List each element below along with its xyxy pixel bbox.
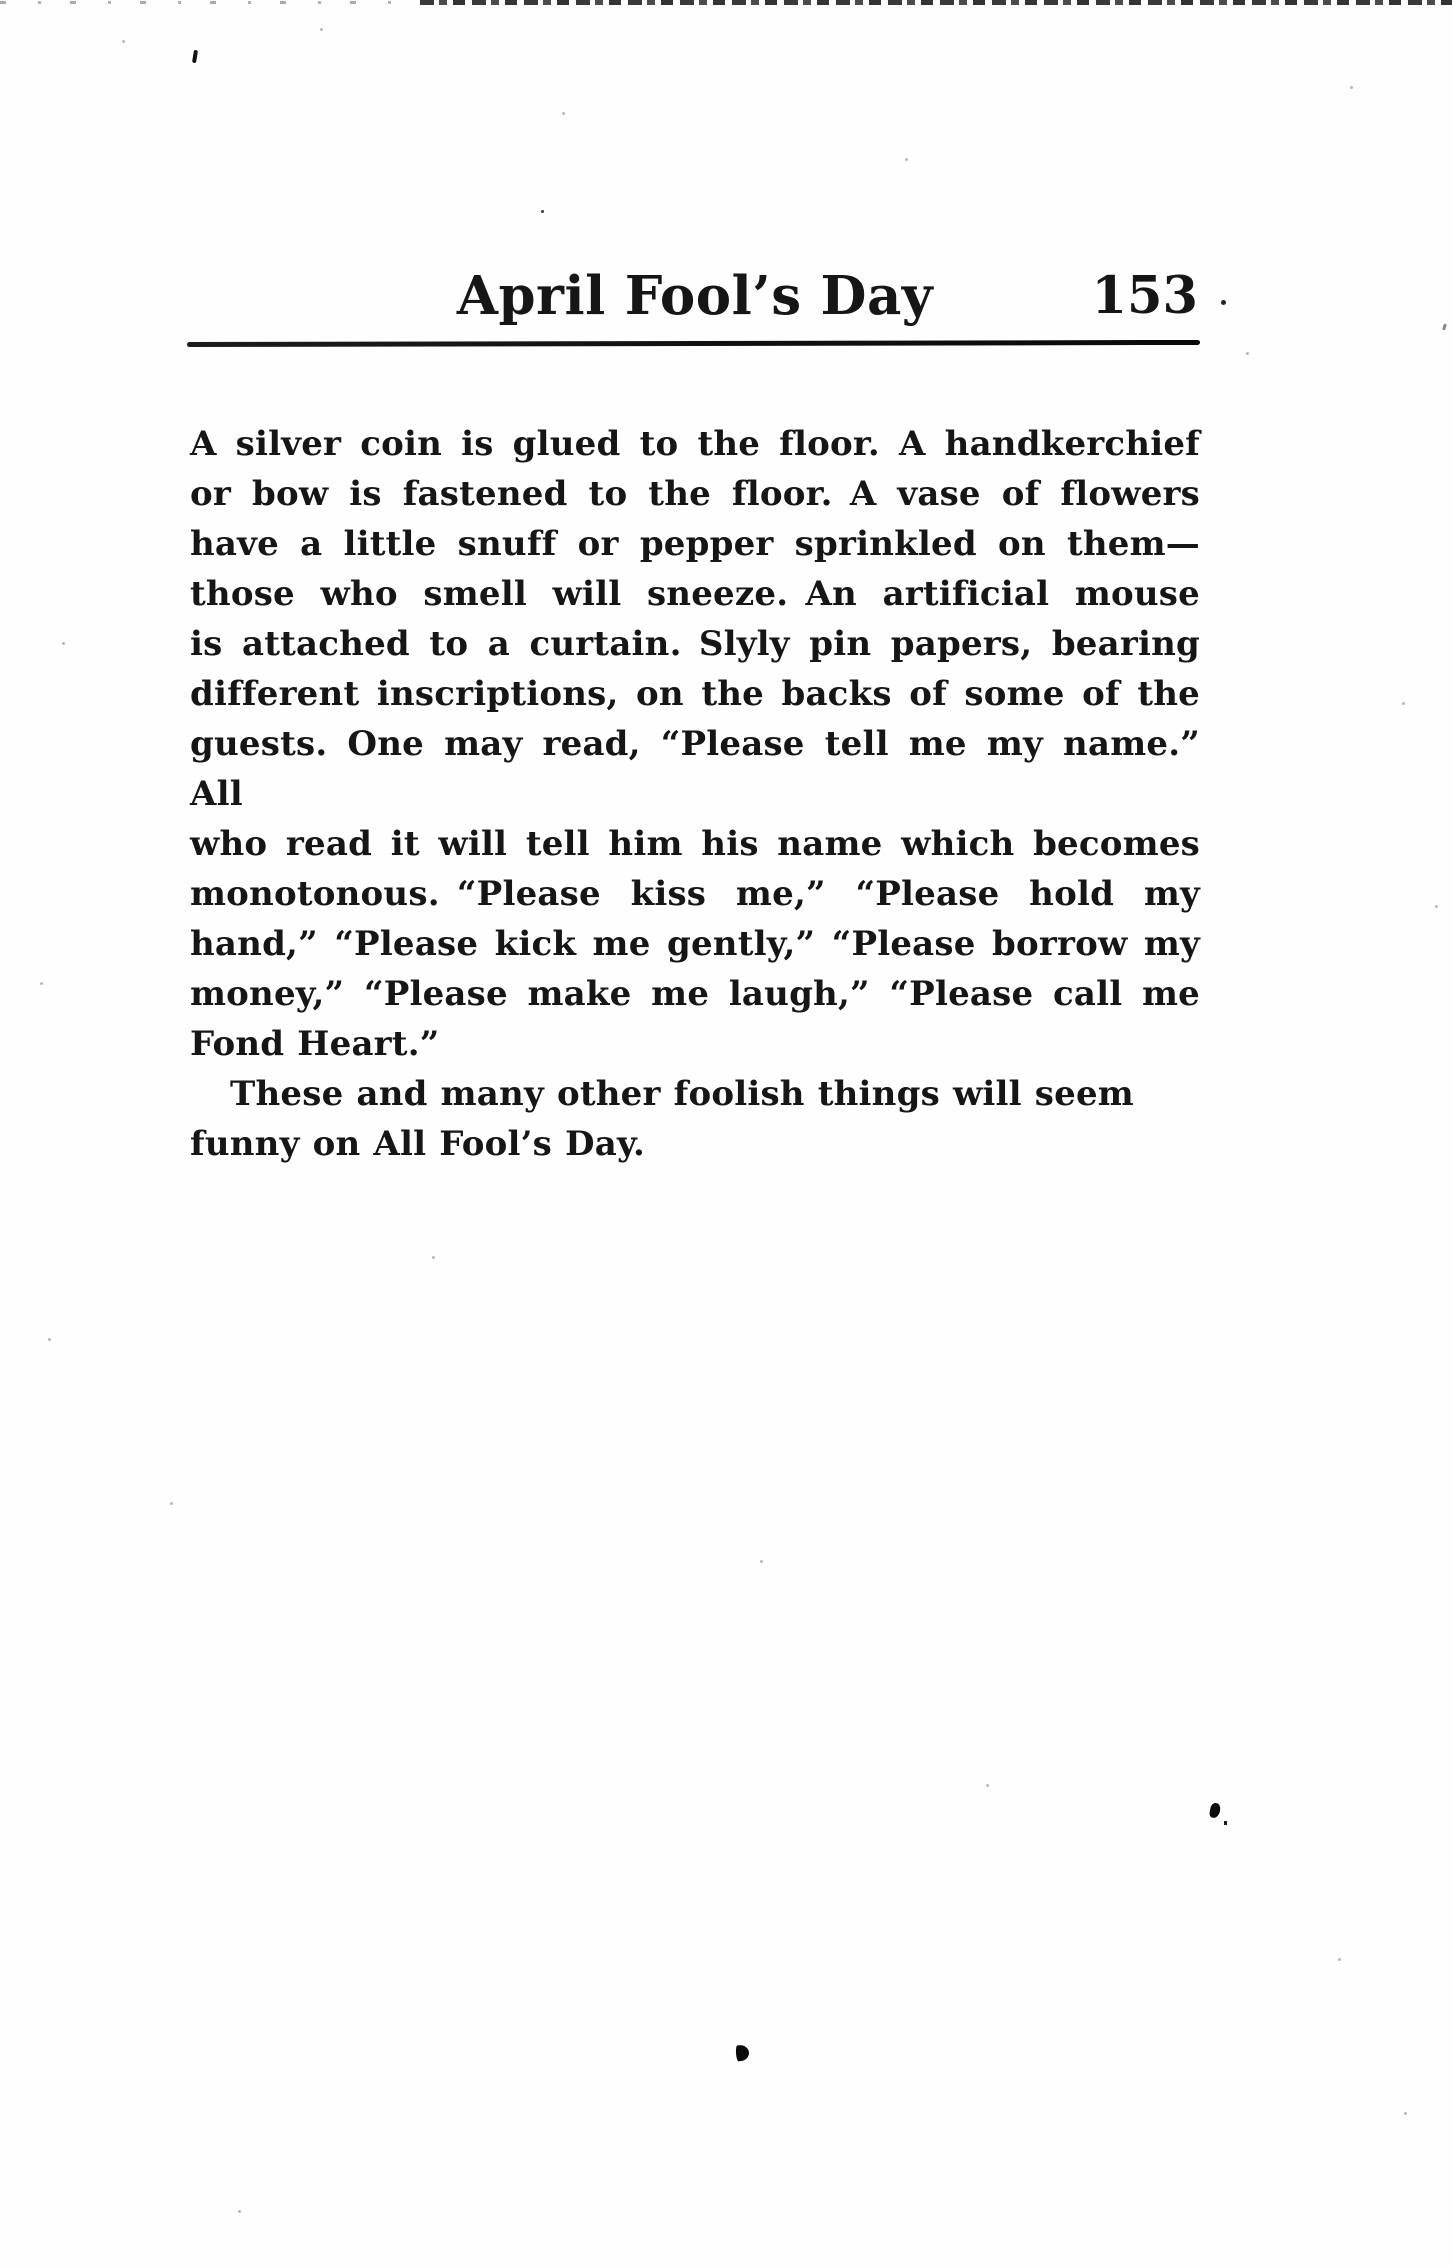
- ink-speck: [1209, 1802, 1221, 1819]
- dust-speck: [40, 982, 43, 985]
- dust-speck: [1404, 2112, 1407, 2115]
- ink-speck: [1221, 300, 1226, 305]
- page-body-text: [190, 419, 1200, 1169]
- text-line: is attached to a curtain. Slyly pin papers, bearing: [190, 624, 1200, 664]
- dust-speck: [1350, 86, 1353, 89]
- dust-speck: [320, 28, 323, 31]
- dust-speck: [62, 642, 65, 645]
- text-line: monotonous. “Please kiss me,” “Please hold my: [190, 874, 1200, 914]
- text-line: different inscriptions, on the backs of some of the: [190, 674, 1200, 714]
- text-line: funny on All Fool’s Day.: [190, 1124, 646, 1164]
- text-line: These and many other foolish things will seem: [230, 1074, 1134, 1114]
- dust-speck: [1402, 702, 1405, 705]
- dust-speck: [1246, 352, 1249, 355]
- ink-speck: [541, 210, 544, 213]
- dust-speck: [48, 1338, 51, 1341]
- scan-top-edge-artifact: [0, 1, 420, 4]
- dust-speck: [1435, 905, 1438, 908]
- ink-speck: [192, 50, 198, 63]
- dust-speck: [760, 1560, 763, 1563]
- ink-speck: [1224, 1821, 1227, 1825]
- scan-top-edge-artifact: [420, 0, 1452, 5]
- text-line: Fond Heart.”: [190, 1024, 440, 1064]
- dust-speck: [238, 2210, 241, 2213]
- page-number: 153: [1091, 266, 1198, 326]
- dust-speck: [432, 1256, 435, 1259]
- running-header: [190, 265, 1200, 329]
- dust-speck: [1338, 1958, 1341, 1961]
- text-line: A silver coin is glued to the floor. A handkerchief: [190, 424, 1200, 464]
- text-line: money,” “Please make me laugh,” “Please call me: [190, 974, 1200, 1014]
- dust-speck: [170, 1502, 173, 1505]
- text-line: guests. One may read, “Please tell me my name.” All: [190, 724, 1200, 814]
- chapter-title: April Fool’s Day: [456, 265, 934, 327]
- header-rule: [187, 340, 1200, 347]
- text-line: or bow is fastened to the floor. A vase of flowers: [190, 474, 1200, 514]
- dust-speck: [905, 158, 908, 161]
- text-line: have a little snuff or pepper sprinkled on them—: [190, 524, 1200, 564]
- dust-speck: [122, 40, 125, 43]
- text-line: who read it will tell him his name which becomes: [190, 824, 1200, 864]
- dust-speck: [562, 112, 565, 115]
- text-line: hand,” “Please kick me gently,” “Please borrow my: [190, 924, 1200, 964]
- text-line: those who smell will sneeze. An artificial mouse: [190, 574, 1200, 614]
- ink-speck: [1442, 324, 1447, 331]
- ink-speck: [735, 2045, 749, 2062]
- dust-speck: [986, 1784, 989, 1787]
